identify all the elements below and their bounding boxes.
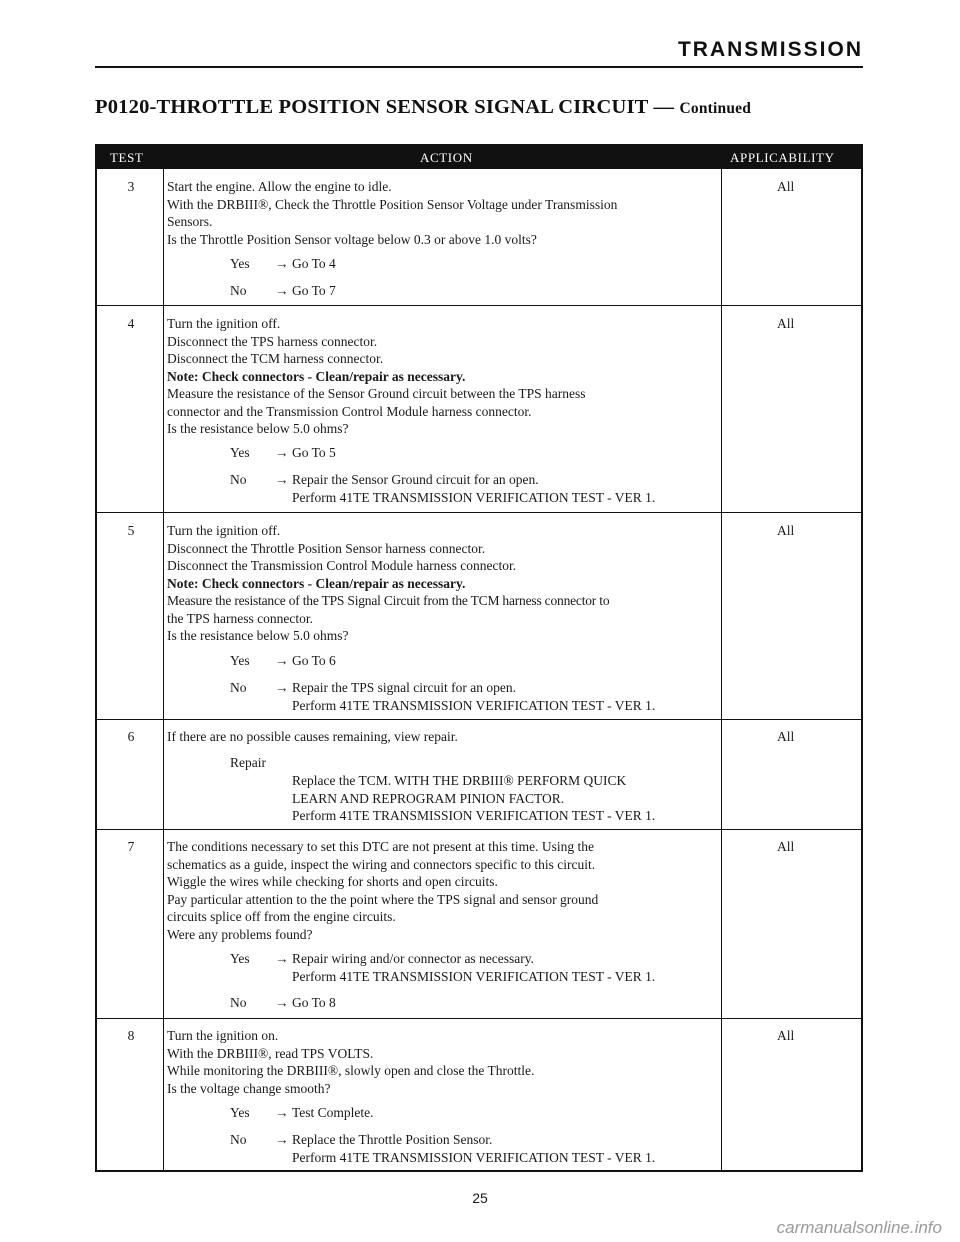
response-key: Yes — [230, 256, 250, 271]
response-value: Perform 41TE TRANSMISSION VERIFICATION TEST - VER 1. — [292, 968, 656, 984]
header-applicability: APPLICABILITY — [730, 150, 835, 165]
action-note: Note: Check connectors - Clean/repair as necessary. — [167, 368, 466, 384]
action-text — [167, 522, 717, 645]
response-value: Perform 41TE TRANSMISSION VERIFICATION TEST - VER 1. — [292, 1149, 656, 1165]
action-text — [167, 178, 717, 248]
response-value: Go To 5 — [292, 445, 336, 460]
page-title — [95, 96, 751, 119]
row-divider — [97, 305, 861, 306]
response-value: Repair the TPS signal circuit for an open. — [292, 680, 516, 695]
repair-line: Perform 41TE TRANSMISSION VERIFICATION TEST - VER 1. — [292, 808, 656, 823]
action-text — [167, 1027, 717, 1097]
test-number: 8 — [127, 1028, 135, 1043]
arrow-icon: → — [275, 1105, 289, 1120]
response-key: No — [230, 472, 247, 487]
section-header: TRANSMISSION — [677, 38, 863, 61]
row-divider — [97, 719, 861, 720]
row-divider — [97, 512, 861, 513]
action-line: With the DRBIII®, read TPS VOLTS. — [167, 1045, 374, 1061]
action-line: Is the resistance below 5.0 ohms? — [167, 628, 349, 643]
response-no — [230, 1131, 720, 1167]
title-continued: Continued — [679, 100, 752, 117]
row-divider — [97, 1018, 861, 1019]
action-line: Were any problems found? — [167, 926, 313, 942]
action-line: Sensors. — [167, 214, 213, 229]
applicability: All — [777, 1028, 795, 1043]
response-key: No — [230, 283, 247, 298]
response-value: Go To 6 — [292, 653, 336, 668]
title-text: P0120-THROTTLE POSITION SENSOR SIGNAL CIRCUIT — — [95, 96, 675, 118]
arrow-icon: → — [275, 653, 289, 668]
test-number: 7 — [127, 839, 135, 854]
action-line: Disconnect the TCM harness connector. — [167, 351, 384, 366]
table-header — [97, 146, 861, 169]
arrow-icon: → — [275, 445, 289, 460]
action-line: the TPS harness connector. — [167, 610, 313, 626]
applicability: All — [777, 316, 795, 331]
arrow-icon: → — [275, 256, 289, 271]
page-number: 25 — [472, 1190, 488, 1206]
action-line: Turn the ignition off. — [167, 523, 281, 538]
response-yes — [230, 444, 720, 462]
action-line: Disconnect the TPS harness connector. — [167, 333, 378, 349]
response-value: Perform 41TE TRANSMISSION VERIFICATION TEST - VER 1. — [292, 489, 656, 505]
response-value: Go To 8 — [292, 995, 336, 1010]
repair-line: LEARN AND REPROGRAM PINION FACTOR. — [292, 790, 565, 806]
watermark[interactable]: carmanualsonline.info — [776, 1218, 942, 1237]
action-line: Start the engine. Allow the engine to idle. — [167, 179, 392, 194]
column-divider — [163, 169, 164, 1170]
applicability: All — [777, 523, 795, 538]
action-line: If there are no possible causes remaining, view repair. — [167, 729, 458, 744]
arrow-icon: → — [275, 680, 289, 695]
action-line: Is the resistance below 5.0 ohms? — [167, 421, 349, 436]
action-line: While monitoring the DRBIII®, slowly open and close the Throttle. — [167, 1063, 535, 1078]
response-key: Yes — [230, 653, 250, 668]
header-rule — [95, 66, 863, 68]
action-line: Wiggle the wires while checking for shorts and open circuits. — [167, 874, 498, 889]
applicability: All — [777, 839, 795, 854]
action-text — [167, 315, 717, 438]
response-no — [230, 994, 720, 1012]
response-value: Test Complete. — [292, 1105, 374, 1120]
action-text — [167, 838, 717, 943]
response-value: Go To 7 — [292, 283, 336, 298]
row-divider — [97, 829, 861, 830]
test-number: 3 — [127, 179, 135, 194]
arrow-icon: → — [275, 472, 289, 487]
action-line: Disconnect the Transmission Control Module harness connector. — [167, 558, 517, 573]
action-note: Note: Check connectors - Clean/repair as necessary. — [167, 575, 466, 591]
response-value: Replace the Throttle Position Sensor. — [292, 1132, 493, 1147]
response-key: Yes — [230, 1105, 250, 1120]
response-yes — [230, 1104, 720, 1122]
action-line: Measure the resistance of the TPS Signal Circuit from the TCM harness connector to — [167, 593, 610, 608]
response-key: No — [230, 995, 247, 1010]
column-divider — [721, 169, 722, 1170]
action-line: With the DRBIII®, Check the Throttle Position Sensor Voltage under Transmission — [167, 196, 618, 212]
action-line: Turn the ignition on. — [167, 1028, 279, 1043]
applicability: All — [777, 179, 795, 194]
response-key: No — [230, 680, 247, 695]
repair-label: Repair — [230, 755, 266, 770]
test-number: 6 — [127, 729, 135, 744]
arrow-icon: → — [275, 1132, 289, 1147]
response-value: Repair wiring and/or connector as necessary. — [292, 951, 535, 966]
response-value: Perform 41TE TRANSMISSION VERIFICATION TEST - VER 1. — [292, 697, 656, 713]
response-yes — [230, 652, 720, 670]
test-number: 4 — [127, 316, 135, 331]
action-line: Turn the ignition off. — [167, 316, 281, 331]
response-no — [230, 471, 720, 507]
response-yes — [230, 255, 650, 273]
response-key: Yes — [230, 951, 250, 966]
action-line: circuits splice off from the engine circuits. — [167, 909, 396, 924]
action-line: Is the Throttle Position Sensor voltage below 0.3 or above 1.0 volts? — [167, 231, 537, 247]
action-line: schematics as a guide, inspect the wiring and connectors specific to this circuit. — [167, 856, 596, 872]
action-text — [167, 728, 717, 746]
response-no — [230, 679, 720, 715]
action-line: The conditions necessary to set this DTC are not present at this time. Using the — [167, 839, 595, 854]
repair-line: Replace the TCM. WITH THE DRBIII® PERFORM QUICK — [292, 773, 627, 788]
action-line: Pay particular attention to the the point where the TPS signal and sensor ground — [167, 891, 599, 907]
response-key: Yes — [230, 445, 250, 460]
response-no — [230, 282, 650, 300]
repair-text — [292, 772, 717, 825]
action-line: Disconnect the Throttle Position Sensor harness connector. — [167, 540, 486, 556]
test-table — [95, 144, 863, 1172]
action-line: Is the voltage change smooth? — [167, 1080, 331, 1096]
header-test: TEST — [110, 150, 144, 165]
arrow-icon: → — [275, 951, 289, 966]
action-line: connector and the Transmission Control Module harness connector. — [167, 403, 532, 419]
arrow-icon: → — [275, 283, 289, 298]
response-value: Go To 4 — [292, 256, 336, 271]
response-value: Repair the Sensor Ground circuit for an open. — [292, 472, 539, 487]
applicability: All — [777, 729, 795, 744]
action-line: Measure the resistance of the Sensor Ground circuit between the TPS harness — [167, 386, 586, 401]
test-number: 5 — [127, 523, 135, 538]
arrow-icon: → — [275, 995, 289, 1010]
header-action: ACTION — [420, 150, 473, 165]
response-yes — [230, 950, 720, 986]
response-key: No — [230, 1132, 247, 1147]
